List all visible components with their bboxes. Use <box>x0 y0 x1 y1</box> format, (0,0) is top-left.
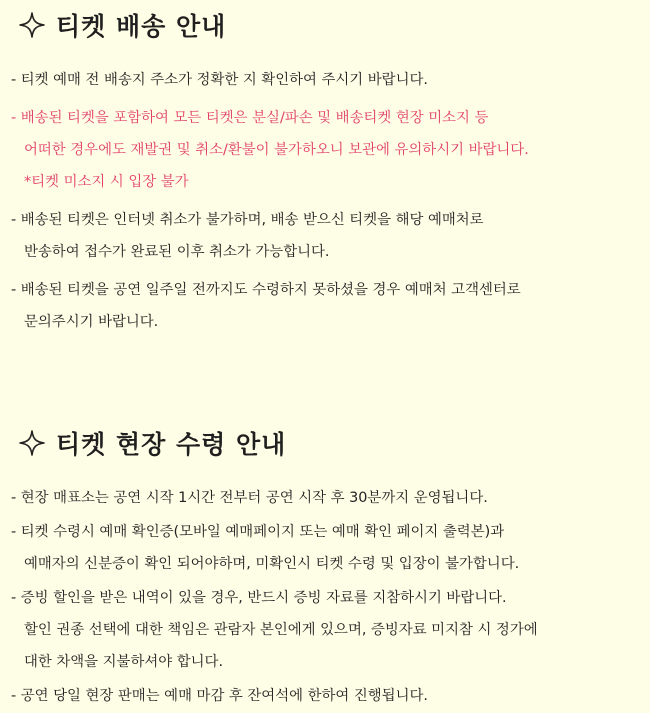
list-item-line: - 티켓 예매 전 배송지 주소가 정확한 지 확인하여 주시기 바랍니다. <box>11 72 428 88</box>
list-item-line: - 배송된 티켓을 포함하여 모든 티켓은 분실/파손 및 배송티켓 현장 미소지 등 <box>11 110 489 126</box>
list-item-line: 대한 차액을 지불하셔야 합니다. <box>24 654 224 670</box>
list-item <box>0 582 650 678</box>
list-item-line: 문의주시기 바랍니다. <box>24 314 159 330</box>
section-heading <box>0 2 650 48</box>
list-item-line: - 증빙 할인을 받은 내역이 있을 경우, 반드시 증빙 자료를 지참하시기 바랍니다. <box>11 590 507 606</box>
list-item-line: 어떠한 경우에도 재발권 및 취소/환불이 불가하오니 보관에 유의하시기 바랍니다. <box>24 142 529 158</box>
list-item-note: *티켓 미소지 시 입장 불가 <box>24 174 189 190</box>
warning-list-item <box>0 102 650 198</box>
list-item-line: 할인 권종 선택에 대한 책임은 관람자 본인에게 있으며, 증빙자료 미지참 시 정가에 <box>24 622 538 638</box>
list-item <box>0 482 650 514</box>
section-heading <box>0 420 650 466</box>
list-item-line: - 현장 매표소는 공연 시작 1시간 전부터 공연 시작 후 30분까지 운영됩니다. <box>11 490 488 506</box>
list-item-line: - 배송된 티켓은 인터넷 취소가 불가하며, 배송 받으신 티켓을 해당 예매처로 <box>11 212 484 228</box>
ticket-delivery-section <box>0 0 650 338</box>
list-item <box>0 274 650 338</box>
section-title: 티켓 현장 수령 안내 <box>56 430 287 459</box>
sparkle-icon <box>18 429 46 457</box>
list-item <box>0 64 650 96</box>
list-item-line: - 티켓 수령시 예매 확인증(모바일 예매페이지 또는 예매 확인 페이지 출력본)과 <box>11 524 505 540</box>
onsite-pickup-section <box>0 418 650 712</box>
list-item-line: 반송하여 접수가 완료된 이후 취소가 가능합니다. <box>24 244 330 260</box>
list-item <box>0 204 650 268</box>
list-item-line: - 배송된 티켓을 공연 일주일 전까지도 수령하지 못하셨을 경우 예매처 고객센터로 <box>11 282 521 298</box>
list-item-line: 예매자의 신분증이 확인 되어야하며, 미확인시 티켓 수령 및 입장이 불가합니다. <box>24 556 520 572</box>
list-item <box>0 516 650 580</box>
list-item-line: - 공연 당일 현장 판매는 예매 마감 후 잔여석에 한하여 진행됩니다. <box>11 688 428 704</box>
page-title: 티켓 배송 안내 <box>56 12 227 41</box>
sparkle-icon <box>18 11 46 39</box>
list-item <box>0 680 650 712</box>
